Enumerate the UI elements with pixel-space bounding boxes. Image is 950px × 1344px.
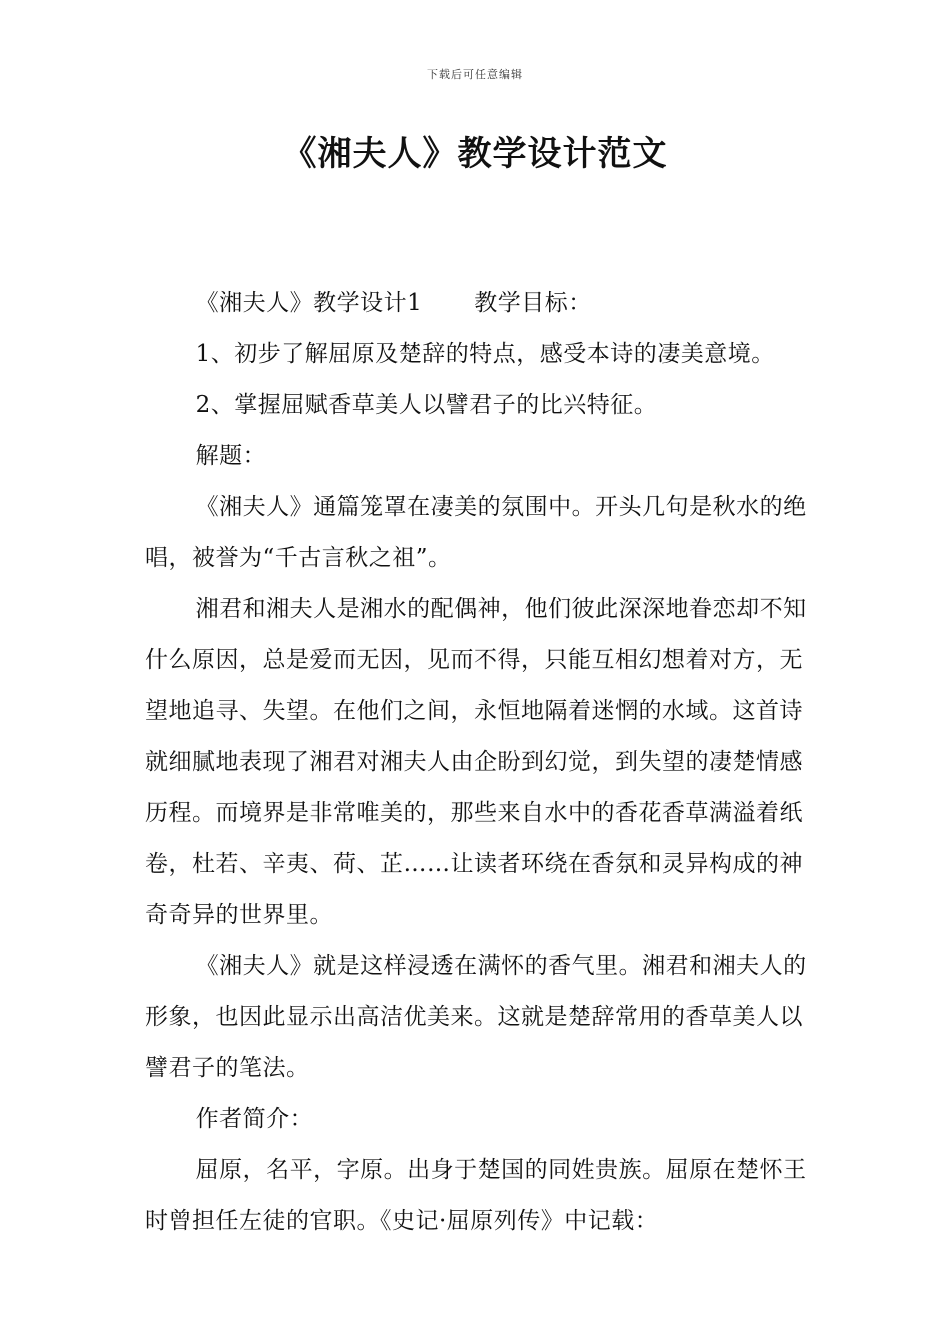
objectives-label: 教学目标： xyxy=(474,290,592,316)
section-subheading xyxy=(145,278,825,329)
paragraph: 《湘夫人》就是这样浸透在满怀的香气里。湘君和湘夫人的形象，也因此显示出高洁优美来。这就是楚辞常用的香草美人以譬君子的笔法。 xyxy=(145,953,807,1081)
section-heading-explanation: 解题： xyxy=(195,443,267,469)
document-title: 《湘夫人》教学设计范文 xyxy=(282,134,668,174)
design-label: 《湘夫人》教学设计1 xyxy=(195,290,423,316)
paragraph: 湘君和湘夫人是湘水的配偶神，他们彼此深深地眷恋却不知什么原因，总是爱而无因，见而不得，只能互相幻想着对方，无望地追寻、失望。在他们之间，永恒地隔着迷惘的水域。这首诗就细腻地表现了湘君对湘夫人由企盼到幻觉，到失望的凄楚情感历程。而境界是非常唯美的，那些来自水中的香花香草满溢着纸卷，杜若、辛夷、荷、芷……让读者环绕在香氛和灵异构成的神奇奇异的世界里。 xyxy=(145,596,807,928)
objective-1: 1、初步了解屈原及楚辞的特点，感受本诗的凄美意境。 xyxy=(195,341,775,367)
paragraph: 屈原，名平，字原。出身于楚国的同姓贵族。屈原在楚怀王时曾担任左徒的官职。《史记·屈原列传》中记载： xyxy=(145,1157,807,1234)
document-body xyxy=(145,278,825,1247)
paragraph: 《湘夫人》通篇笼罩在凄美的氛围中。开头几句是秋水的绝唱，被誉为“千古言秋之祖”。 xyxy=(145,494,807,571)
header-note: 下载后可任意编辑 xyxy=(427,68,523,81)
section-heading-author: 作者简介： xyxy=(195,1106,314,1132)
objective-2: 2、掌握屈赋香草美人以譬君子的比兴特征。 xyxy=(195,392,658,418)
